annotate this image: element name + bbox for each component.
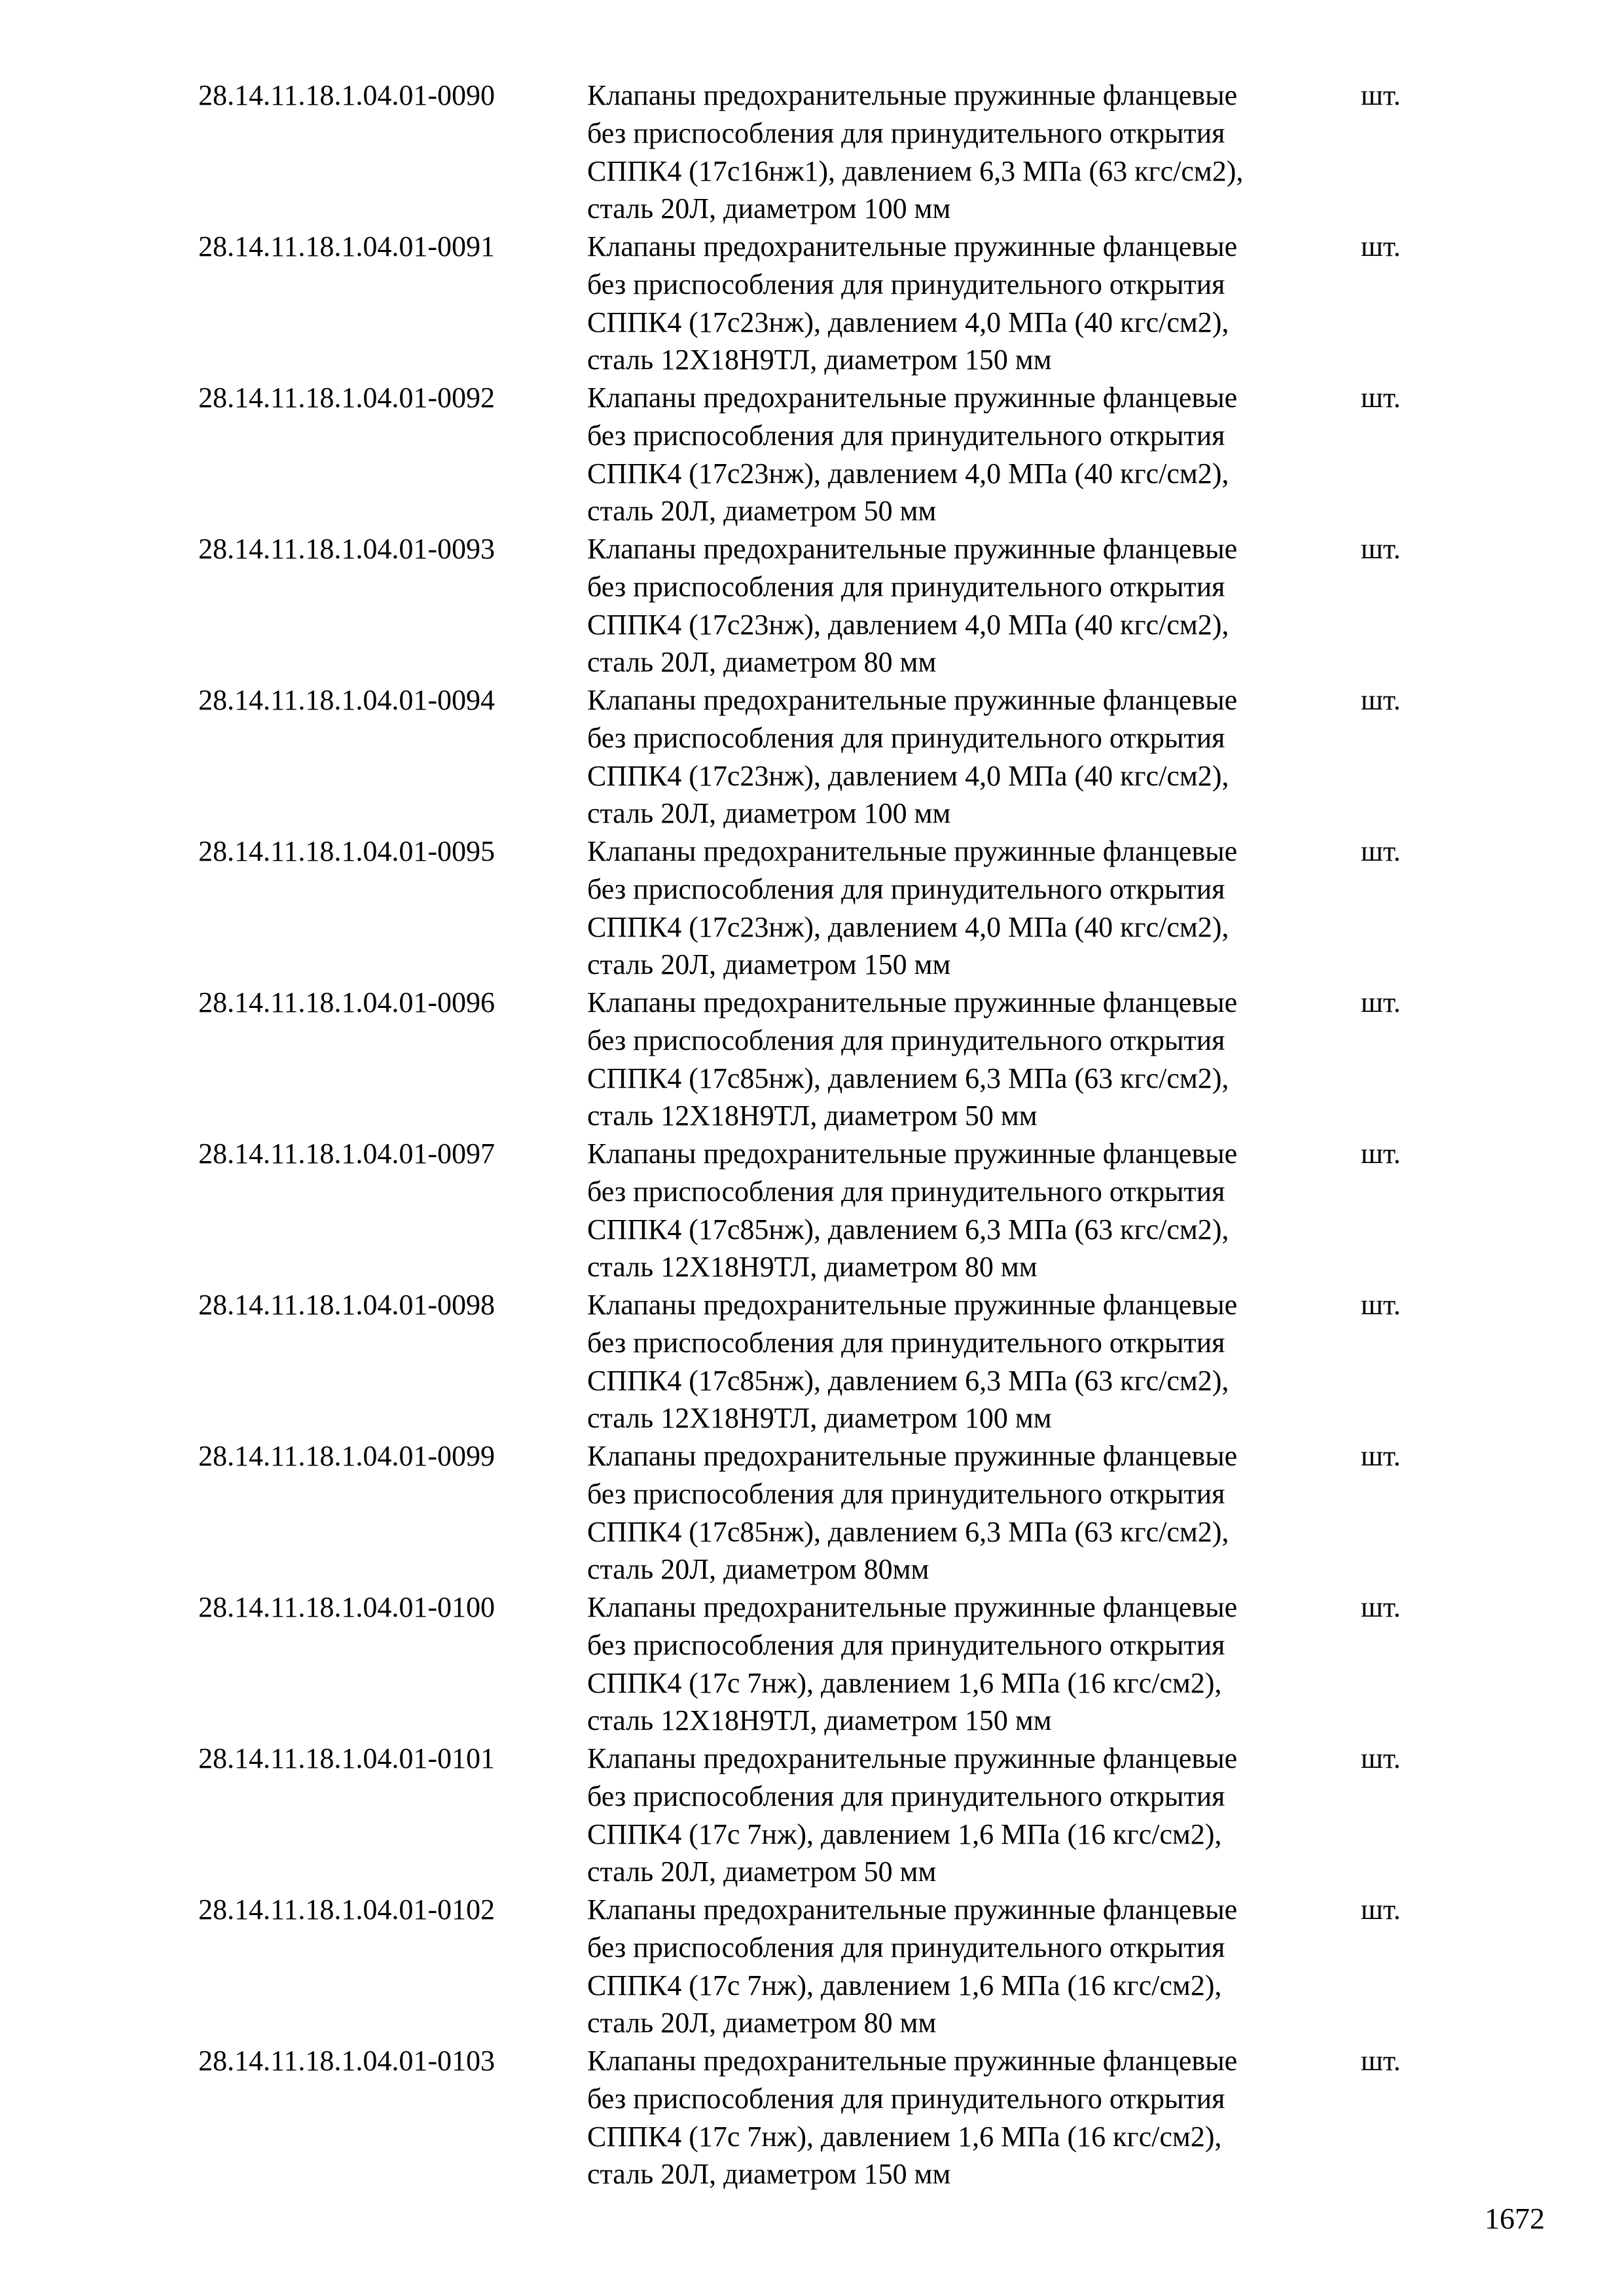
entry-description-line: СППК4 (17с23нж), давлением 4,0 МПа (40 кгс/см2), xyxy=(587,457,1229,490)
entry-description-line: Клапаны предохранительные пружинные фланцевые xyxy=(587,1591,1238,1623)
entry-description-line: СППК4 (17с 7нж), давлением 1,6 МПа (16 кгс/см2), xyxy=(587,1818,1222,1850)
entry-code: 28.14.11.18.1.04.01-0103 xyxy=(198,2045,496,2077)
entry-unit: шт. xyxy=(1361,684,1401,716)
entry-description-line: сталь 12Х18Н9ТЛ, диаметром 80 мм xyxy=(587,1251,1038,1283)
entry-description-line: СППК4 (17с23нж), давлением 4,0 МПа (40 кгс/см2), xyxy=(587,759,1229,792)
entry-description-line: сталь 12Х18Н9ТЛ, диаметром 150 мм xyxy=(587,1704,1052,1737)
entry-row xyxy=(198,228,1442,379)
entry-description-line: без приспособления для принудительного открытия xyxy=(587,570,1225,603)
entry-row xyxy=(198,1891,1442,2042)
entry-description-line: сталь 12Х18Н9ТЛ, диаметром 150 мм xyxy=(587,344,1052,376)
entries-list xyxy=(198,77,1442,2193)
entry-description-line: СППК4 (17с23нж), давлением 4,0 МПа (40 кгс/см2), xyxy=(587,306,1229,338)
entry-unit: шт. xyxy=(1361,1591,1401,1623)
entry-description xyxy=(587,77,1340,228)
entry-description-line: СППК4 (17с23нж), давлением 4,0 МПа (40 кгс/см2), xyxy=(587,608,1229,641)
entry-code: 28.14.11.18.1.04.01-0094 xyxy=(198,684,496,716)
entry-row xyxy=(198,1740,1442,1891)
entry-unit: шт. xyxy=(1361,230,1401,262)
entry-description-line: Клапаны предохранительные пружинные фланцевые xyxy=(587,382,1238,414)
entry-unit: шт. xyxy=(1361,1440,1401,1472)
entry-description-line: сталь 20Л, диаметром 150 мм xyxy=(587,2158,951,2191)
entry-description-line: Клапаны предохранительные пружинные фланцевые xyxy=(587,1440,1238,1472)
entry-row xyxy=(198,530,1442,681)
entry-description-line: СППК4 (17с 7нж), давлением 1,6 МПа (16 кгс/см2), xyxy=(587,1666,1222,1699)
entry-description-line: без приспособления для принудительного открытия xyxy=(587,1477,1225,1510)
entry-row xyxy=(198,379,1442,530)
entry-description xyxy=(587,833,1340,984)
entry-description xyxy=(587,984,1340,1135)
entry-description-line: сталь 20Л, диаметром 100 мм xyxy=(587,192,951,225)
entry-row xyxy=(198,1135,1442,1286)
entry-code: 28.14.11.18.1.04.01-0098 xyxy=(198,1289,496,1321)
entry-description xyxy=(587,1437,1340,1588)
entry-unit: шт. xyxy=(1361,1742,1401,1774)
entry-description-line: Клапаны предохранительные пружинные фланцевые xyxy=(587,835,1238,867)
entry-unit: шт. xyxy=(1361,986,1401,1018)
entry-code: 28.14.11.18.1.04.01-0102 xyxy=(198,1893,496,1926)
entry-unit: шт. xyxy=(1361,1138,1401,1170)
entry-description-line: СППК4 (17с85нж), давлением 6,3 МПа (63 кгс/см2), xyxy=(587,1515,1229,1548)
entry-description-line: Клапаны предохранительные пружинные фланцевые xyxy=(587,79,1238,111)
entry-row xyxy=(198,681,1442,833)
entry-description xyxy=(587,379,1340,530)
entry-unit: шт. xyxy=(1361,382,1401,414)
entry-code: 28.14.11.18.1.04.01-0090 xyxy=(198,79,496,111)
entry-description-line: сталь 12Х18Н9ТЛ, диаметром 50 мм xyxy=(587,1100,1038,1132)
entry-unit: шт. xyxy=(1361,1893,1401,1926)
entry-unit: шт. xyxy=(1361,1289,1401,1321)
entry-unit: шт. xyxy=(1361,79,1401,111)
entry-description-line: СППК4 (17с 7нж), давлением 1,6 МПа (16 кгс/см2), xyxy=(587,1969,1222,2001)
entry-description xyxy=(587,2042,1340,2193)
entry-row xyxy=(198,984,1442,1135)
entry-row xyxy=(198,2042,1442,2193)
entry-description-line: без приспособления для принудительного открытия xyxy=(587,2082,1225,2115)
entry-description-line: без приспособления для принудительного открытия xyxy=(587,872,1225,905)
entry-unit: шт. xyxy=(1361,835,1401,867)
entry-description xyxy=(587,1286,1340,1437)
entry-row xyxy=(198,1286,1442,1437)
entry-description-line: без приспособления для принудительного открытия xyxy=(587,1326,1225,1359)
entry-description-line: Клапаны предохранительные пружинные фланцевые xyxy=(587,684,1238,716)
entry-description-line: сталь 20Л, диаметром 80мм xyxy=(587,1553,929,1586)
entry-description-line: Клапаны предохранительные пружинные фланцевые xyxy=(587,986,1238,1018)
entry-code: 28.14.11.18.1.04.01-0096 xyxy=(198,986,496,1018)
entry-row xyxy=(198,1588,1442,1740)
entry-code: 28.14.11.18.1.04.01-0100 xyxy=(198,1591,496,1623)
entry-row xyxy=(198,833,1442,984)
entry-row xyxy=(198,77,1442,228)
entry-description xyxy=(587,530,1340,681)
entry-description-line: сталь 20Л, диаметром 150 мм xyxy=(587,948,951,981)
entry-description-line: сталь 20Л, диаметром 80 мм xyxy=(587,2007,937,2039)
entry-description-line: сталь 20Л, диаметром 50 мм xyxy=(587,1856,937,1888)
entry-description-line: без приспособления для принудительного открытия xyxy=(587,117,1225,149)
entry-description xyxy=(587,681,1340,833)
entry-description-line: сталь 20Л, диаметром 50 мм xyxy=(587,495,937,528)
entry-description-line: без приспособления для принудительного открытия xyxy=(587,1931,1225,1964)
entry-description-line: Клапаны предохранительные пружинные фланцевые xyxy=(587,2045,1238,2077)
entry-code: 28.14.11.18.1.04.01-0095 xyxy=(198,835,496,867)
entry-description-line: Клапаны предохранительные пружинные фланцевые xyxy=(587,1138,1238,1170)
entry-description xyxy=(587,1891,1340,2042)
page-number: 1672 xyxy=(1485,2202,1545,2235)
entry-code: 28.14.11.18.1.04.01-0092 xyxy=(198,382,496,414)
entry-description-line: Клапаны предохранительные пружинные фланцевые xyxy=(587,1742,1238,1774)
entry-description-line: СППК4 (17с16нж1), давлением 6,3 МПа (63 кгс/см2), xyxy=(587,154,1244,187)
entry-code: 28.14.11.18.1.04.01-0093 xyxy=(198,533,496,565)
entry-description-line: СППК4 (17с 7нж), давлением 1,6 МПа (16 кгс/см2), xyxy=(587,2120,1222,2153)
entry-code: 28.14.11.18.1.04.01-0101 xyxy=(198,1742,496,1774)
entry-description-line: сталь 20Л, диаметром 80 мм xyxy=(587,646,937,679)
entry-description-line: без приспособления для принудительного открытия xyxy=(587,1024,1225,1056)
entry-description-line: СППК4 (17с85нж), давлением 6,3 МПа (63 кгс/см2), xyxy=(587,1364,1229,1397)
entry-description xyxy=(587,1740,1340,1891)
entry-description-line: СППК4 (17с85нж), давлением 6,3 МПа (63 кгс/см2), xyxy=(587,1213,1229,1246)
entry-description-line: без приспособления для принудительного открытия xyxy=(587,1780,1225,1812)
entry-description-line: без приспособления для принудительного открытия xyxy=(587,721,1225,754)
entry-unit: шт. xyxy=(1361,2045,1401,2077)
entry-description-line: без приспособления для принудительного открытия xyxy=(587,1628,1225,1661)
entry-code: 28.14.11.18.1.04.01-0091 xyxy=(198,230,496,262)
entry-description-line: СППК4 (17с85нж), давлением 6,3 МПа (63 кгс/см2), xyxy=(587,1062,1229,1094)
entry-description xyxy=(587,228,1340,379)
entry-description-line: сталь 12Х18Н9ТЛ, диаметром 100 мм xyxy=(587,1402,1052,1435)
entry-code: 28.14.11.18.1.04.01-0099 xyxy=(198,1440,496,1472)
entry-description-line: без приспособления для принудительного открытия xyxy=(587,1175,1225,1208)
entry-description-line: Клапаны предохранительные пружинные фланцевые xyxy=(587,1893,1238,1926)
entry-description-line: сталь 20Л, диаметром 100 мм xyxy=(587,797,951,830)
entry-description-line: без приспособления для принудительного открытия xyxy=(587,268,1225,300)
entry-description-line: Клапаны предохранительные пружинные фланцевые xyxy=(587,533,1238,565)
entry-row xyxy=(198,1437,1442,1588)
entry-description xyxy=(587,1588,1340,1740)
entry-description-line: без приспособления для принудительного открытия xyxy=(587,419,1225,452)
entry-description-line: Клапаны предохранительные пружинные фланцевые xyxy=(587,230,1238,262)
entry-description xyxy=(587,1135,1340,1286)
entry-unit: шт. xyxy=(1361,533,1401,565)
entry-description-line: СППК4 (17с23нж), давлением 4,0 МПа (40 кгс/см2), xyxy=(587,910,1229,943)
entry-code: 28.14.11.18.1.04.01-0097 xyxy=(198,1138,496,1170)
entry-description-line: Клапаны предохранительные пружинные фланцевые xyxy=(587,1289,1238,1321)
